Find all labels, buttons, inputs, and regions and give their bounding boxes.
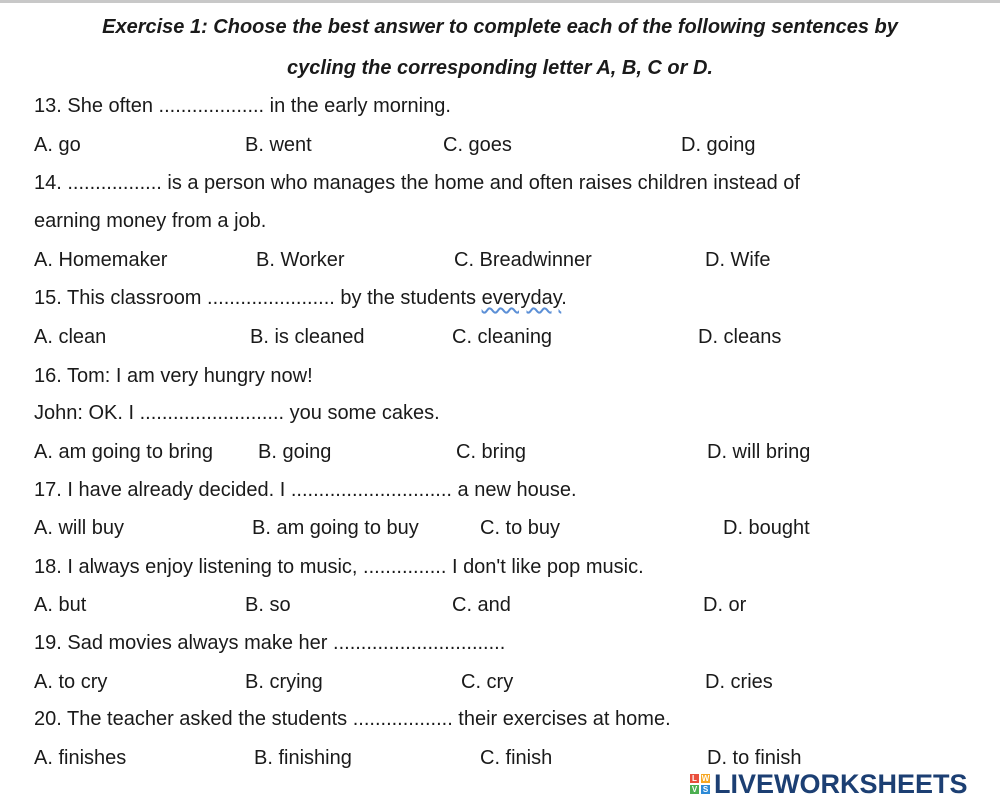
q15-option-a[interactable]: A. clean xyxy=(34,326,107,348)
logo-text: LIVEWORKSHEETS xyxy=(714,768,968,799)
q17-option-d[interactable]: D. bought xyxy=(723,517,810,539)
question-17-text: 17. I have already decided. I ............................. a new house. xyxy=(34,479,577,501)
q15-option-b[interactable]: B. is cleaned xyxy=(250,326,365,348)
question-14-text-cont: earning money from a job. xyxy=(34,210,267,232)
question-16-text: 16. Tom: I am very hungry now! xyxy=(34,365,313,387)
q16-option-a[interactable]: A. am going to bring xyxy=(34,441,213,463)
exercise-heading-line1: Exercise 1: Choose the best answer to complete each of the following sentences by xyxy=(102,16,898,38)
q20-option-d[interactable]: D. to finish xyxy=(707,747,802,769)
exercise-heading-line2: cycling the corresponding letter A, B, C or D. xyxy=(287,57,713,79)
question-15-text-pre: 15. This classroom ....................... by the students xyxy=(34,287,482,309)
q19-option-b[interactable]: B. crying xyxy=(245,671,323,693)
question-14-text: 14. ................. is a person who manages the home and often raises children instead of xyxy=(34,172,800,194)
q17-option-b[interactable]: B. am going to buy xyxy=(252,517,419,539)
question-18-text: 18. I always enjoy listening to music, ............... I don't like pop music. xyxy=(34,556,644,578)
q20-option-b[interactable]: B. finishing xyxy=(254,747,352,769)
q18-option-b[interactable]: B. so xyxy=(245,594,291,616)
q16-option-d[interactable]: D. will bring xyxy=(707,441,811,463)
q13-option-d[interactable]: D. going xyxy=(681,134,756,156)
q19-option-a[interactable]: A. to cry xyxy=(34,671,108,693)
q15-option-c[interactable]: C. cleaning xyxy=(452,326,553,348)
q17-option-c[interactable]: C. to buy xyxy=(480,517,561,539)
q16-option-b[interactable]: B. going xyxy=(258,441,332,463)
q13-option-b[interactable]: B. went xyxy=(245,134,312,156)
q19-option-c[interactable]: C. cry xyxy=(461,671,514,693)
question-15-text-post: . xyxy=(561,287,567,309)
question-20-text: 20. The teacher asked the students .................. their exercises at home. xyxy=(34,708,671,730)
q17-option-a[interactable]: A. will buy xyxy=(34,517,125,539)
question-15-text xyxy=(34,286,567,310)
question-15-spellcheck-word: everyday xyxy=(481,287,562,309)
question-19-text: 19. Sad movies always make her ............................... xyxy=(34,632,506,654)
q14-option-b[interactable]: B. Worker xyxy=(256,249,345,271)
logo-mark-icon xyxy=(690,774,710,794)
question-13-text: 13. She often ................... in the early morning. xyxy=(34,95,451,117)
q14-option-c[interactable]: C. Breadwinner xyxy=(454,249,592,271)
q13-option-a[interactable]: A. go xyxy=(34,134,81,156)
q18-option-c[interactable]: C. and xyxy=(452,594,511,616)
top-border xyxy=(0,0,1000,3)
q20-option-c[interactable]: C. finish xyxy=(480,747,553,769)
logo-mark-letter-4: S xyxy=(702,785,709,794)
q20-option-a[interactable]: A. finishes xyxy=(34,747,127,769)
liveworksheets-logo[interactable] xyxy=(690,769,968,799)
q14-option-a[interactable]: A. Homemaker xyxy=(34,249,168,271)
q13-option-c[interactable]: C. goes xyxy=(443,134,512,156)
q15-option-d[interactable]: D. cleans xyxy=(698,326,782,348)
q14-option-d[interactable]: D. Wife xyxy=(705,249,771,271)
logo-mark-letter-3: V xyxy=(691,785,698,794)
q18-option-a[interactable]: A. but xyxy=(34,594,87,616)
q19-option-d[interactable]: D. cries xyxy=(705,671,773,693)
question-16-text-cont: John: OK. I .......................... you some cakes. xyxy=(34,402,440,424)
q18-option-d[interactable]: D. or xyxy=(703,594,747,616)
logo-mark-letter-2: W xyxy=(701,774,710,783)
q16-option-c[interactable]: C. bring xyxy=(456,441,527,463)
logo-mark-letter-1: L xyxy=(690,774,699,783)
